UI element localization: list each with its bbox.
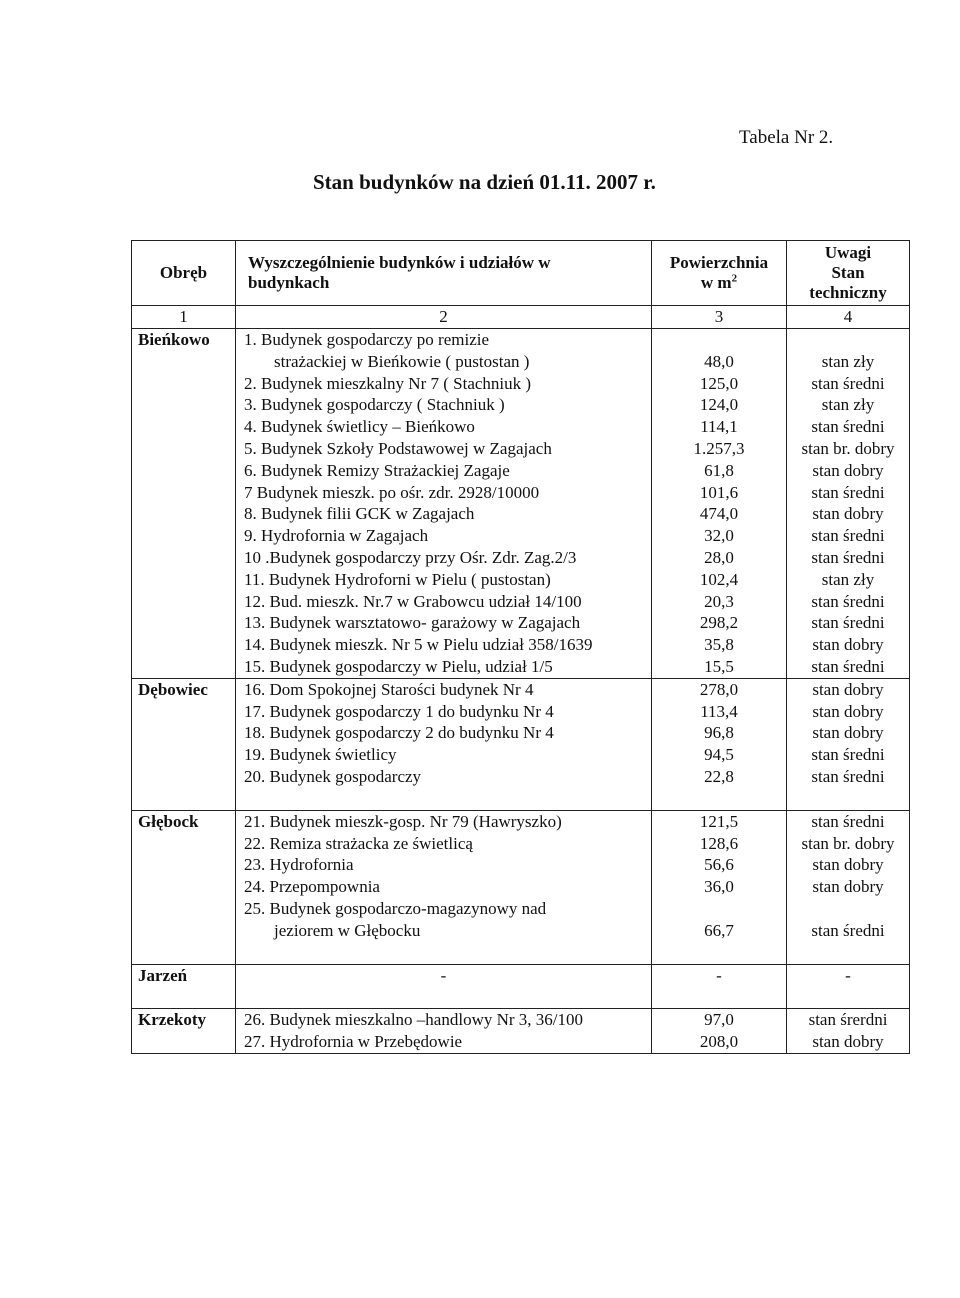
building-condition: stan zły bbox=[821, 351, 875, 371]
document-title: Stan budynków na dzień 01.11. 2007 r. bbox=[313, 170, 656, 194]
column-number: 2 bbox=[236, 306, 652, 329]
building-description: 1. Budynek gospodarczy po remizie bbox=[244, 330, 490, 349]
building-descriptions bbox=[236, 678, 652, 810]
building-description: 2. Budynek mieszkalny Nr 7 ( Stachniuk ) bbox=[244, 373, 532, 393]
building-condition: stan br. dobry bbox=[801, 833, 895, 853]
region-name: Głębock bbox=[132, 810, 236, 964]
building-area: 113,4 bbox=[700, 701, 738, 721]
building-area: 56,6 bbox=[704, 855, 734, 875]
building-description: 13. Budynek warsztatowo- garażowy w Zagajach bbox=[244, 613, 581, 633]
building-area: 102,4 bbox=[699, 569, 739, 589]
region-name: Dębowiec bbox=[132, 678, 236, 810]
building-condition: stan średni bbox=[811, 417, 885, 437]
building-description: 6. Budynek Remizy Strażackiej Zagaje bbox=[244, 460, 510, 480]
building-area: 15,5 bbox=[704, 656, 734, 676]
empty-dash: - bbox=[716, 965, 722, 985]
building-condition: stan zły bbox=[821, 569, 875, 589]
building-area: 22,8 bbox=[704, 766, 734, 786]
building-description: 4. Budynek świetlicy – Bieńkowo bbox=[244, 417, 475, 437]
building-condition: stan dobry bbox=[812, 723, 884, 743]
building-description: 20. Budynek gospodarczy bbox=[244, 766, 422, 786]
building-area: 36,0 bbox=[704, 877, 734, 897]
building-description: 22. Remiza strażacka ze świetlicą bbox=[244, 833, 473, 853]
header-description: Wyszczególnienie budynków i udziałów w budynkach bbox=[236, 241, 652, 306]
building-conditions bbox=[787, 678, 910, 810]
building-descriptions bbox=[236, 329, 652, 679]
building-condition: stan średni bbox=[811, 482, 885, 502]
building-conditions bbox=[787, 810, 910, 964]
building-description: 25. Budynek gospodarczo-magazynowy nad bbox=[244, 898, 547, 918]
building-area: 125,0 bbox=[699, 373, 739, 393]
column-number: 4 bbox=[787, 306, 910, 329]
building-description: 23. Hydrofornia bbox=[244, 855, 354, 875]
empty-dash: - bbox=[440, 965, 447, 985]
table-row bbox=[132, 678, 910, 810]
building-areas bbox=[652, 329, 787, 679]
building-description: jeziorem w Głębocku bbox=[274, 920, 421, 940]
building-area: 128,6 bbox=[699, 833, 739, 853]
building-description: 24. Przepompownia bbox=[244, 877, 380, 897]
building-description: strażackiej w Bieńkowie ( pustostan ) bbox=[274, 351, 530, 371]
building-description: 19. Budynek świetlicy bbox=[244, 745, 397, 765]
building-area: 121,5 bbox=[699, 811, 739, 831]
building-areas bbox=[652, 1009, 787, 1054]
building-areas bbox=[652, 964, 787, 1009]
building-descriptions bbox=[236, 810, 652, 964]
building-condition: stan średni bbox=[811, 811, 885, 831]
building-condition: stan dobry bbox=[812, 701, 884, 721]
building-condition: stan średni bbox=[811, 526, 885, 546]
building-area: 298,2 bbox=[699, 613, 739, 633]
building-area: 94,5 bbox=[704, 745, 734, 765]
table-row bbox=[132, 1009, 910, 1054]
building-description: 15. Budynek gospodarczy w Pielu, udział 1/5 bbox=[244, 656, 553, 676]
building-description: 11. Budynek Hydroforni w Pielu ( pustostan) bbox=[244, 569, 551, 589]
building-condition: stan średni bbox=[811, 656, 885, 676]
building-conditions bbox=[787, 329, 910, 679]
region-name: Bieńkowo bbox=[132, 329, 236, 679]
building-area: 101,6 bbox=[699, 482, 739, 502]
building-areas bbox=[652, 810, 787, 964]
building-condition: stan dobry bbox=[812, 877, 884, 897]
header-notes: Uwagi Stan techniczny bbox=[787, 241, 910, 306]
building-area: 278,0 bbox=[699, 679, 739, 699]
column-number: 1 bbox=[132, 306, 236, 329]
building-condition: stan dobry bbox=[812, 460, 884, 480]
building-area: 66,7 bbox=[704, 920, 734, 940]
building-area: 61,8 bbox=[704, 460, 734, 480]
building-area: 20,3 bbox=[704, 591, 734, 611]
building-area: 96,8 bbox=[704, 723, 734, 743]
building-description: 17. Budynek gospodarczy 1 do budynku Nr 4 bbox=[244, 701, 554, 721]
table-row bbox=[132, 964, 910, 1009]
building-area: 124,0 bbox=[699, 395, 739, 415]
building-description: 16. Dom Spokojnej Starości budynek Nr 4 bbox=[244, 679, 534, 699]
building-description: 21. Budynek mieszk-gosp. Nr 79 (Hawryszko) bbox=[244, 811, 562, 831]
building-description: 5. Budynek Szkoły Podstawowej w Zagajach bbox=[244, 438, 552, 458]
column-number: 3 bbox=[652, 306, 787, 329]
building-condition: stan średni bbox=[811, 373, 885, 393]
building-condition: stan dobry bbox=[812, 679, 884, 699]
building-condition: stan zły bbox=[821, 395, 875, 415]
building-area: 474,0 bbox=[699, 504, 739, 524]
building-area: 208,0 bbox=[699, 1032, 739, 1052]
building-description: 27. Hydrofornia w Przebędowie bbox=[244, 1032, 463, 1052]
building-descriptions bbox=[236, 1009, 652, 1054]
header-area: Powierzchnia w $m^2$ bbox=[652, 241, 787, 306]
building-condition: stan średni bbox=[811, 591, 885, 611]
building-condition: stan dobry bbox=[812, 504, 884, 524]
building-condition: stan śrerdni bbox=[808, 1010, 888, 1030]
building-area bbox=[652, 898, 786, 920]
building-area: 35,8 bbox=[704, 635, 734, 655]
building-description: 3. Budynek gospodarczy ( Stachniuk ) bbox=[244, 395, 505, 415]
building-description: 18. Budynek gospodarczy 2 do budynku Nr 4 bbox=[244, 723, 554, 743]
building-area: 1.257,3 bbox=[693, 438, 745, 458]
building-area: 97,0 bbox=[704, 1010, 734, 1030]
building-description: 7 Budynek mieszk. po ośr. zdr. 2928/10000 bbox=[244, 482, 540, 502]
header-obreb: Obręb bbox=[132, 241, 236, 306]
building-area: 48,0 bbox=[704, 351, 734, 371]
building-condition: stan średni bbox=[811, 613, 885, 633]
building-conditions bbox=[787, 964, 910, 1009]
building-condition: stan dobry bbox=[812, 1032, 884, 1052]
buildings-table bbox=[131, 240, 910, 1054]
building-condition: stan br. dobry bbox=[801, 438, 895, 458]
empty-dash: - bbox=[845, 965, 851, 985]
building-area bbox=[652, 329, 786, 351]
building-condition: stan średni bbox=[811, 766, 885, 786]
building-description: 12. Bud. mieszk. Nr.7 w Grabowcu udział 14/100 bbox=[244, 591, 582, 611]
building-area: 114,1 bbox=[700, 417, 738, 437]
table-row bbox=[132, 810, 910, 964]
table-number-label: Tabela Nr 2. bbox=[739, 127, 834, 148]
building-area: 28,0 bbox=[704, 547, 734, 567]
region-name: Jarzeń bbox=[132, 964, 236, 1009]
building-area: 32,0 bbox=[704, 526, 734, 546]
building-condition: stan średni bbox=[811, 920, 885, 940]
building-condition bbox=[787, 898, 909, 920]
building-descriptions bbox=[236, 964, 652, 1009]
building-conditions bbox=[787, 1009, 910, 1054]
building-condition: stan średni bbox=[811, 547, 885, 567]
building-areas bbox=[652, 678, 787, 810]
building-description: 9. Hydrofornia w Zagajach bbox=[244, 526, 429, 546]
building-condition: stan średni bbox=[811, 745, 885, 765]
region-name: Krzekoty bbox=[132, 1009, 236, 1054]
table-header-row bbox=[132, 241, 910, 306]
building-condition: stan dobry bbox=[812, 635, 884, 655]
building-description: 14. Budynek mieszk. Nr 5 w Pielu udział 358/1639 bbox=[244, 635, 593, 655]
table-row bbox=[132, 329, 910, 679]
building-description: 8. Budynek filii GCK w Zagajach bbox=[244, 504, 475, 524]
building-description: 26. Budynek mieszkalno –handlowy Nr 3, 36/100 bbox=[244, 1010, 584, 1030]
column-numbers-row bbox=[132, 306, 910, 329]
building-description: 10 .Budynek gospodarczy przy Ośr. Zdr. Zag.2/3 bbox=[244, 547, 577, 567]
building-condition: stan dobry bbox=[812, 855, 884, 875]
building-condition bbox=[787, 329, 909, 351]
